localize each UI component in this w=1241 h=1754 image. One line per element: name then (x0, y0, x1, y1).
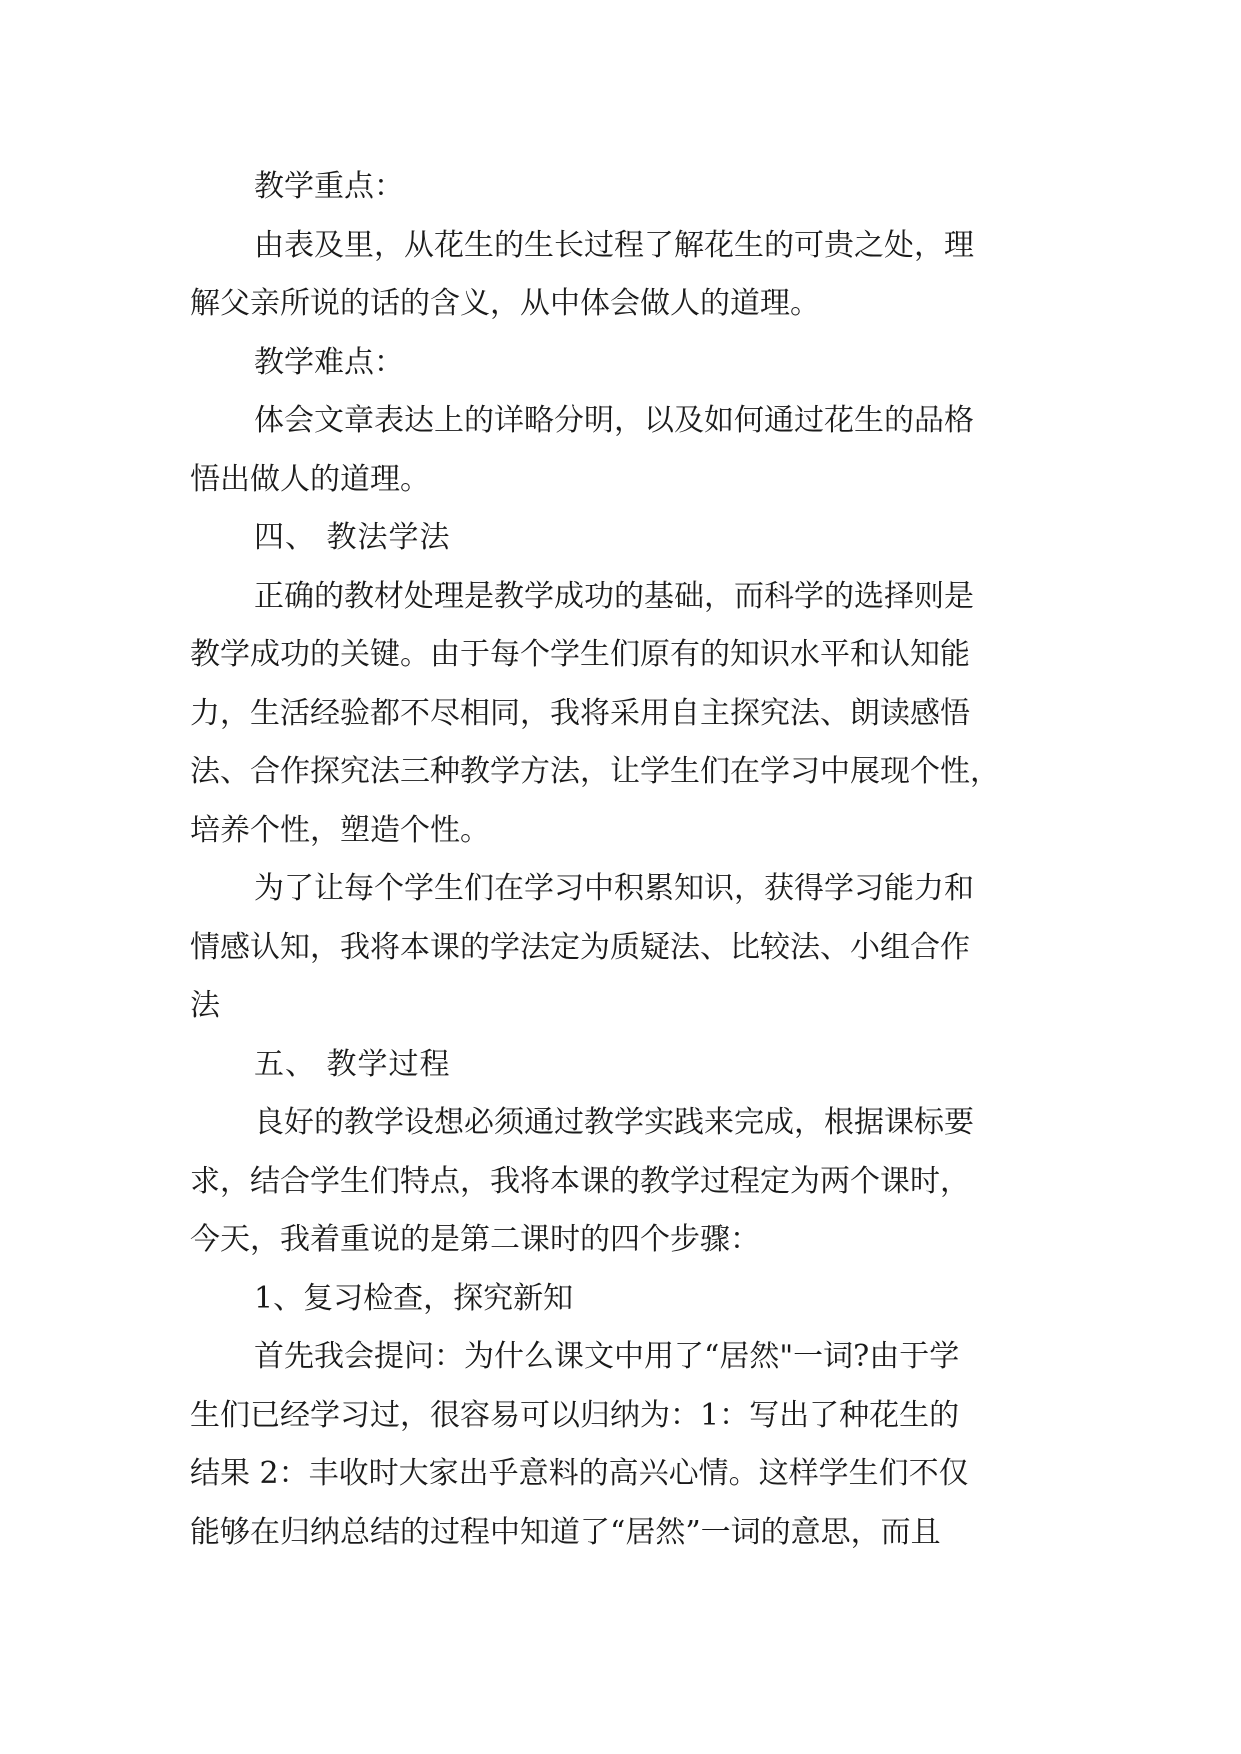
heading-key-points: 教学重点： (254, 169, 404, 204)
paragraph-line: 悟出做人的道理。 (190, 461, 430, 497)
section-heading-methods: 四、 教法学法 (254, 520, 451, 555)
paragraph-line: 培养个性，塑造个性。 (190, 812, 490, 848)
paragraph-line: 首先我会提问：为什么课文中用了“居然"一词?由于学 (254, 1339, 960, 1374)
paragraph-line: 能够在归纳总结的过程中知道了“居然”一词的意思，而且 (190, 1514, 941, 1550)
paragraph-line: 正确的教材处理是教学成功的基础，而科学的选择则是 (254, 578, 974, 614)
paragraph-line: 今天，我着重说的是第二课时的四个步骤： (190, 1222, 760, 1257)
paragraph-line: 体会文章表达上的详略分明，以及如何通过花生的品格 (254, 403, 974, 438)
paragraph-line: 法 (190, 988, 220, 1023)
paragraph-line: 生们已经学习过，很容易可以归纳为：1：写出了种花生的 (190, 1397, 960, 1433)
document-page (190, 158, 1052, 1562)
heading-difficulties: 教学难点： (254, 344, 404, 380)
paragraph-line: 力，生活经验都不尽相同，我将采用自主探究法、朗读感悟 (190, 695, 970, 731)
paragraph-line: 良好的教学设想必须通过教学实践来完成，根据课标要 (254, 1105, 974, 1140)
paragraph-line: 求，结合学生们特点，我将本课的教学过程定为两个课时， (190, 1163, 970, 1199)
paragraph-line: 为了让每个学生们在学习中积累知识，获得学习能力和 (254, 871, 974, 906)
paragraph-line: 由表及里，从花生的生长过程了解花生的可贵之处，理 (254, 227, 974, 263)
paragraph-line: 法、合作探究法三种教学方法，让学生们在学习中展现个性， (190, 754, 1000, 789)
paragraph-line: 解父亲所说的话的含义，从中体会做人的道理。 (190, 286, 820, 321)
paragraph-line: 结果 2：丰收时大家出乎意料的高兴心情。这样学生们不仅 (190, 1456, 969, 1491)
section-heading-process: 五、 教学过程 (254, 1046, 451, 1082)
paragraph-line: 教学成功的关键。由于每个学生们原有的知识水平和认知能 (190, 637, 970, 672)
paragraph-line: 情感认知，我将本课的学法定为质疑法、比较法、小组合作 (190, 929, 970, 965)
step-heading-review: 1、复习检查，探究新知 (254, 1280, 574, 1316)
